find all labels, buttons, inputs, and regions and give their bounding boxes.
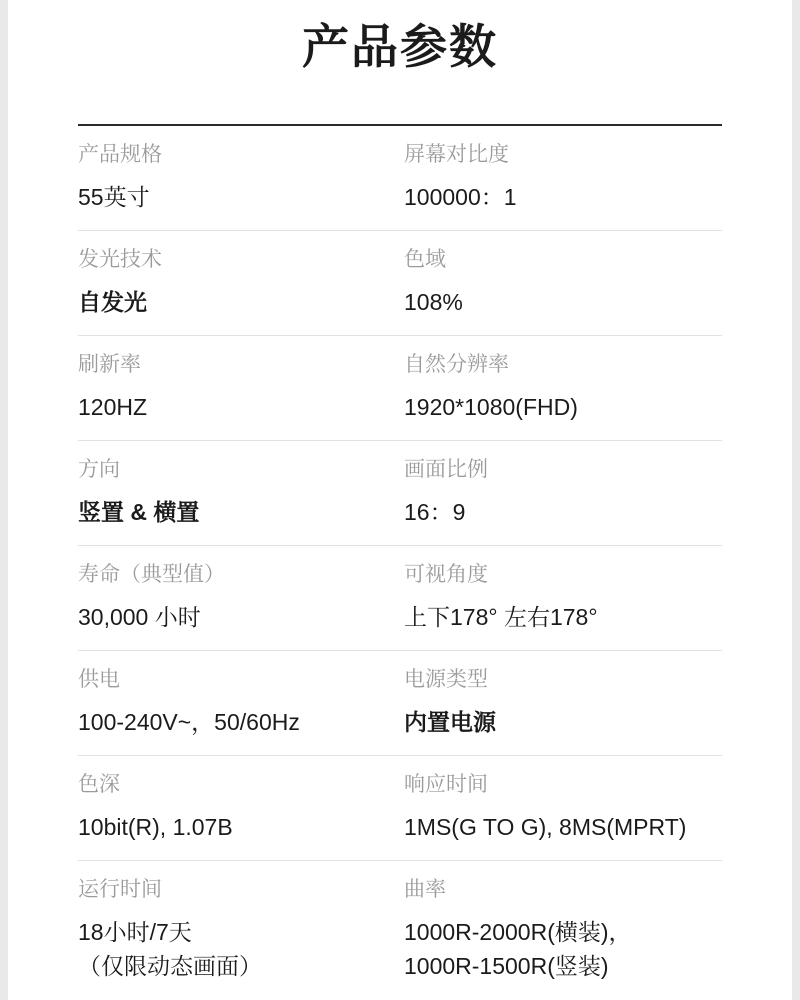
- table-row: [78, 861, 722, 999]
- spec-cell-right: [400, 875, 722, 983]
- spec-value: 1000R-2000R(横装)，: [404, 919, 632, 945]
- spec-value-secondary: 1000R-1500R(竖装): [404, 953, 609, 979]
- spec-cell-left: [78, 455, 400, 529]
- spec-cell-right: [400, 455, 722, 529]
- spec-cell-left: [78, 875, 400, 983]
- spec-label: 画面比例: [404, 458, 488, 481]
- table-row: [78, 441, 722, 546]
- table-row: [78, 756, 722, 861]
- page-edge-left: [0, 0, 8, 1000]
- page-title: 产品参数: [302, 20, 498, 73]
- spec-cell-left: [78, 245, 400, 319]
- spec-value: 自发光: [78, 289, 147, 315]
- spec-value: 1MS(G TO G), 8MS(MPRT): [404, 814, 687, 840]
- spec-value: 内置电源: [404, 709, 496, 735]
- spec-cell-left: [78, 770, 400, 844]
- spec-label: 色域: [404, 248, 446, 271]
- page-edge-right: [792, 0, 800, 1000]
- spec-label: 可视角度: [404, 563, 488, 586]
- spec-cell-right: [400, 665, 722, 739]
- spec-value: 16：9: [404, 499, 466, 525]
- spec-cell-right: [400, 350, 722, 424]
- spec-table: [78, 124, 722, 999]
- spec-value: 120HZ: [78, 394, 148, 420]
- spec-label: 刷新率: [78, 353, 141, 376]
- spec-value: 1920*1080(FHD): [404, 394, 578, 420]
- spec-value: 100000：1: [404, 184, 517, 210]
- table-row: [78, 546, 722, 651]
- spec-cell-right: [400, 245, 722, 319]
- spec-label: 运行时间: [78, 878, 162, 901]
- spec-cell-right: [400, 140, 722, 214]
- table-row: [78, 651, 722, 756]
- spec-value: 竖置 & 横置: [78, 499, 200, 525]
- table-row: [78, 126, 722, 231]
- spec-label: 自然分辨率: [404, 353, 509, 376]
- spec-cell-left: [78, 350, 400, 424]
- spec-label: 寿命（典型值）: [78, 563, 225, 586]
- spec-label: 产品规格: [78, 143, 162, 166]
- table-row: [78, 336, 722, 441]
- spec-value: 30,000 小时: [78, 604, 201, 630]
- spec-label: 方向: [78, 458, 120, 481]
- spec-label: 曲率: [404, 878, 446, 901]
- spec-value: 10bit(R), 1.07B: [78, 814, 233, 840]
- spec-label: 响应时间: [404, 773, 488, 796]
- spec-cell-left: [78, 665, 400, 739]
- table-row: [78, 231, 722, 336]
- spec-label: 电源类型: [404, 668, 488, 691]
- spec-value: 18小时/7天: [78, 919, 192, 945]
- spec-cell-right: [400, 560, 722, 634]
- spec-value: 100-240V~，50/60Hz: [78, 709, 300, 735]
- spec-cell-right: [400, 770, 722, 844]
- spec-label: 屏幕对比度: [404, 143, 509, 166]
- spec-value: 上下178° 左右178°: [404, 604, 598, 630]
- spec-cell-left: [78, 140, 400, 214]
- spec-value-secondary: （仅限动态画面）: [78, 953, 262, 979]
- spec-label: 发光技术: [78, 248, 162, 271]
- spec-label: 供电: [78, 668, 120, 691]
- spec-value: 108%: [404, 289, 463, 315]
- spec-cell-left: [78, 560, 400, 634]
- spec-label: 色深: [78, 773, 120, 796]
- spec-value: 55英寸: [78, 184, 150, 210]
